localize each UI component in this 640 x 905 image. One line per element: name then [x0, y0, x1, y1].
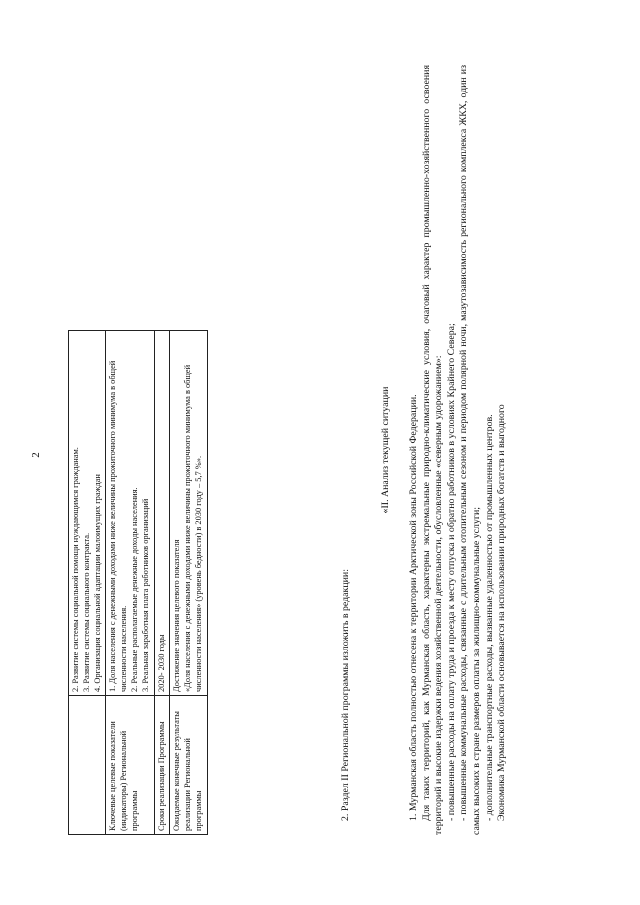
- list-item: «Доля населения с денежными доходами ниже величины прожиточного минимума в общей численности населения» (уровень бедности) в 2030 году – 5,7 %».: [183, 364, 203, 692]
- paragraph: Для таких территорий, как Мурманская область, характерны экстремальные природно-климатические условия, очаговый характер промышленно-хозяйственного освоения территорий и высокие издержки ведения хозяйственной деятельности, обусловленные «северным удорожанием»:: [420, 65, 445, 835]
- paragraph: - повышенные расходы на оплату труда и проезда к месту отпуска и обратно работников в условиях Крайнего Севера;: [445, 323, 457, 821]
- table-cell-label: Ключевые целевые показатели (индикаторы) Региональной программы: [106, 696, 154, 835]
- list-item: 3. Реальная заработная плата работников организаций: [140, 498, 150, 692]
- table-cell-label: [69, 696, 106, 835]
- section-heading: «II. Анализ текущей ситуации: [380, 386, 391, 514]
- list-item: 2. Реальные располагаемые денежные доходы населения.: [129, 487, 139, 692]
- paragraph: - дополнительные транспортные расходы, вызванные удаленностью от промышленных центров.: [483, 414, 495, 821]
- intro-paragraph: 2. Раздел II Региональной программы изложить в редакции:: [340, 569, 351, 821]
- table-cell-value: [106, 331, 154, 696]
- section-intro: [340, 65, 353, 835]
- table-row: [170, 331, 207, 835]
- program-passport-table: [68, 330, 208, 835]
- table-cell-value: 2020- 2030 годы: [154, 331, 170, 696]
- table-row: [106, 331, 154, 835]
- list-item: Достижение значения целевого показателя: [172, 539, 182, 692]
- table-cell-value: [69, 331, 106, 696]
- paragraph: - повышенные коммунальные расходы, связанные с длительным отопительным сезоном и периодом полярной ночи, мазутозависимость регионального комплекса ЖКХ, один из самых высоких в стране размеров оплаты за жилищно-коммунальные услуги;: [458, 65, 482, 835]
- table-cell-value: [170, 331, 207, 696]
- body-paragraphs: [408, 65, 509, 835]
- paragraph: 1. Мурманская область полностью отнесена к территории Арктической зоны Российской Федерации.: [408, 394, 419, 821]
- list-item: 3. Развитие системы социального контракта.: [81, 532, 91, 692]
- table-row: [154, 331, 170, 835]
- list-item: 4. Организация социальной адаптации малоимущих граждан: [92, 474, 102, 692]
- paragraph: Экономика Мурманской области основывается на использовании природных богатств и выгодного: [496, 404, 508, 821]
- list-item: 1. Доля населения с денежными доходами ниже величины прожиточного минимума в общей численности населения.: [108, 360, 129, 692]
- table-cell-label: Сроки реализации Программы: [154, 696, 170, 835]
- page-number: 2: [30, 452, 42, 458]
- table-cell-label: Ожидаемые конечные результаты реализации Региональной программы: [170, 696, 207, 835]
- table-row: [69, 331, 106, 835]
- list-item: 2. Развитие системы социальной помощи нуждающимся гражданам.: [71, 447, 80, 692]
